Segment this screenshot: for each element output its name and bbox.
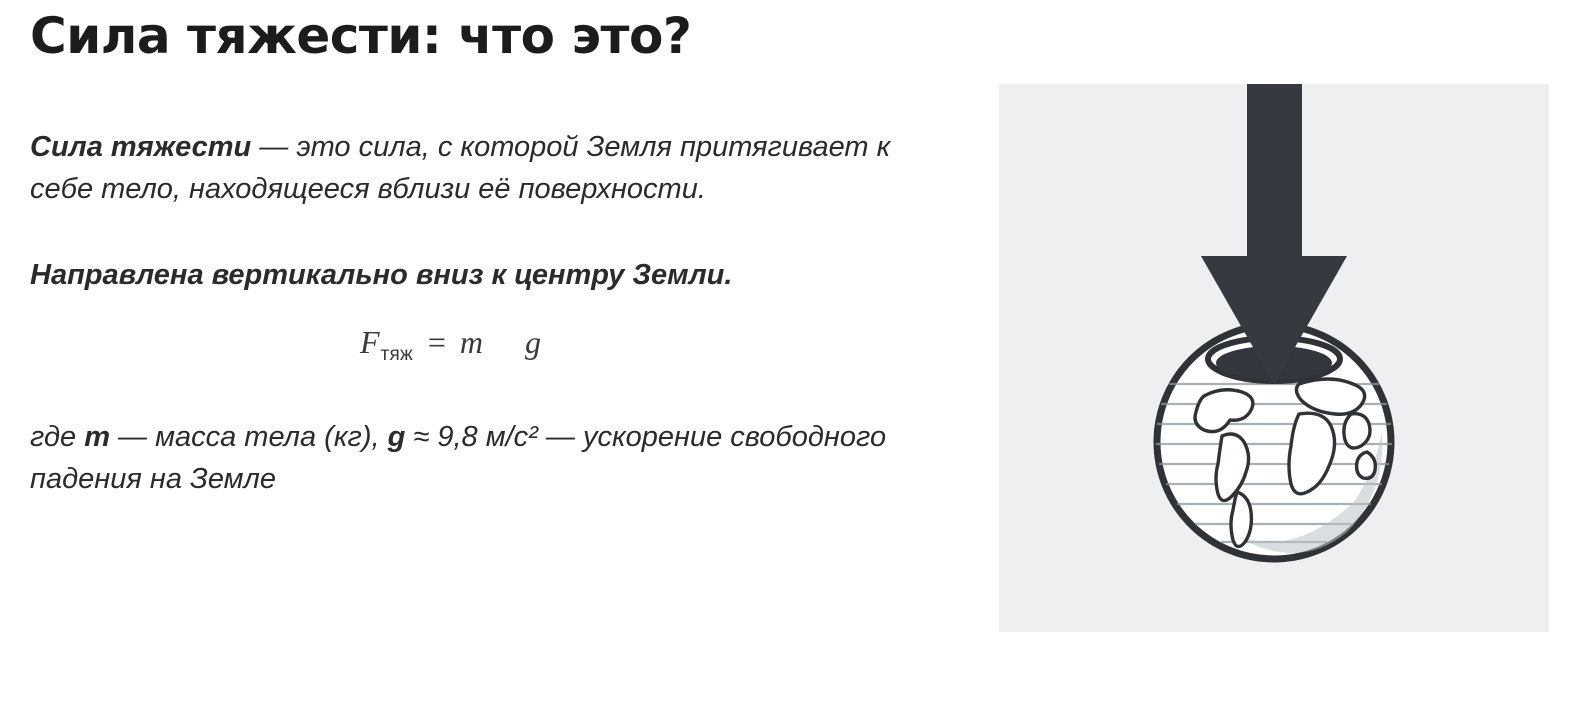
direction-paragraph: Направлена вертикально вниз к центру Земли. [30, 259, 733, 292]
formula-mass-symbol: m [459, 324, 484, 361]
formula-note [30, 416, 930, 500]
definition-paragraph [30, 126, 930, 210]
slide-content [30, 8, 960, 500]
note-gravity-symbol: g [387, 421, 406, 454]
formula-gravity-symbol: g [525, 324, 542, 361]
definition-text: — это сила, с которой Земля притягивает к себе тело, находящееся вблизи её поверхности. [30, 131, 891, 206]
note-tail: ≈ 9,8 м/с² — ускорение свободного падения на Земле [30, 421, 887, 496]
formula-force-subscript: тяж [380, 344, 413, 366]
note-middle: — масса тела (кг), [110, 421, 388, 454]
gravity-illustration [999, 84, 1549, 632]
definition-term: Сила тяжести [30, 131, 252, 163]
page-title: Сила тяжести: что это? [30, 7, 692, 65]
note-prefix: где [30, 421, 85, 454]
gravity-illustration-svg [999, 84, 1549, 632]
note-mass-symbol: m [84, 421, 110, 454]
formula-force-symbol: F [360, 324, 380, 361]
gravity-formula [30, 324, 960, 366]
formula-equals-sign: = [427, 324, 446, 361]
